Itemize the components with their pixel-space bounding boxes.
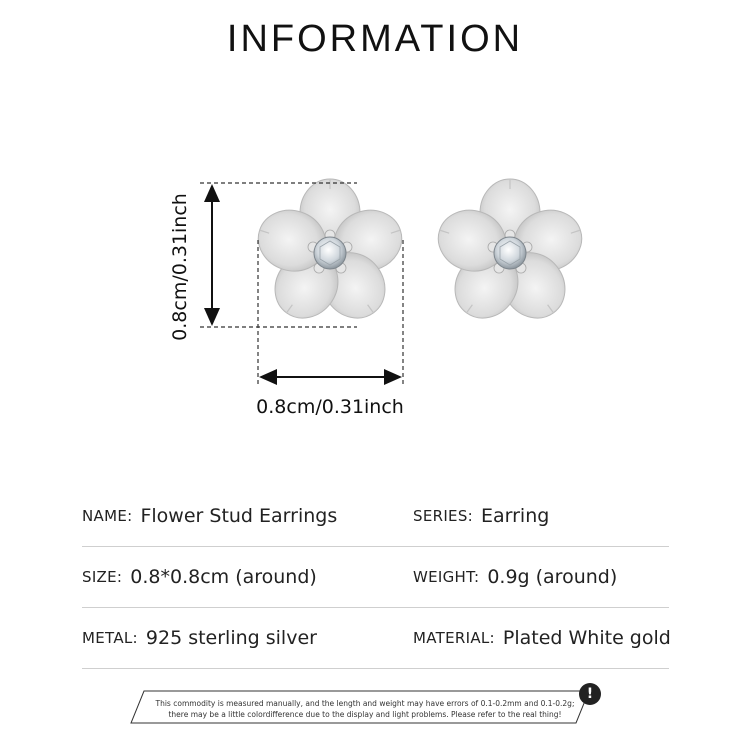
spec-row <box>82 486 669 547</box>
spec-key-name: NAME: <box>82 507 133 525</box>
warning-icon: ! <box>579 683 601 705</box>
spec-value-name: Flower Stud Earrings <box>140 505 338 527</box>
spec-value-size: 0.8*0.8cm (around) <box>130 566 317 588</box>
width-arrow <box>259 369 402 385</box>
notice-text <box>140 698 590 720</box>
spec-row <box>82 547 669 608</box>
spec-key-metal: METAL: <box>82 629 138 647</box>
spec-key-weight: WEIGHT: <box>413 568 480 586</box>
notice-line-1: This commodity is measured manually, and the length and weight may have errors of 0.1-0.2mm and 0.1-0.2g; <box>155 699 575 708</box>
spec-value-material: Plated White gold <box>502 627 671 649</box>
spec-row <box>82 608 669 669</box>
spec-value-metal: 925 sterling silver <box>145 627 317 649</box>
spec-key-material: MATERIAL: <box>413 629 495 647</box>
flower-earring-right-icon <box>430 179 589 331</box>
flower-earring-left-icon <box>250 179 409 331</box>
height-dimension-label: 0.8cm/0.31inch <box>169 193 191 341</box>
spec-value-series: Earring <box>481 505 550 527</box>
spec-key-size: SIZE: <box>82 568 123 586</box>
spec-key-series: SERIES: <box>413 507 473 525</box>
notice-line-2: there may be a little colordifference due to the display and light problems. Please refer to the real thing! <box>168 710 562 719</box>
page-title: INFORMATION <box>226 18 524 60</box>
height-arrow <box>204 184 220 326</box>
spec-value-weight: 0.9g (around) <box>487 566 618 588</box>
width-dimension-label: 0.8cm/0.31inch <box>256 396 404 418</box>
